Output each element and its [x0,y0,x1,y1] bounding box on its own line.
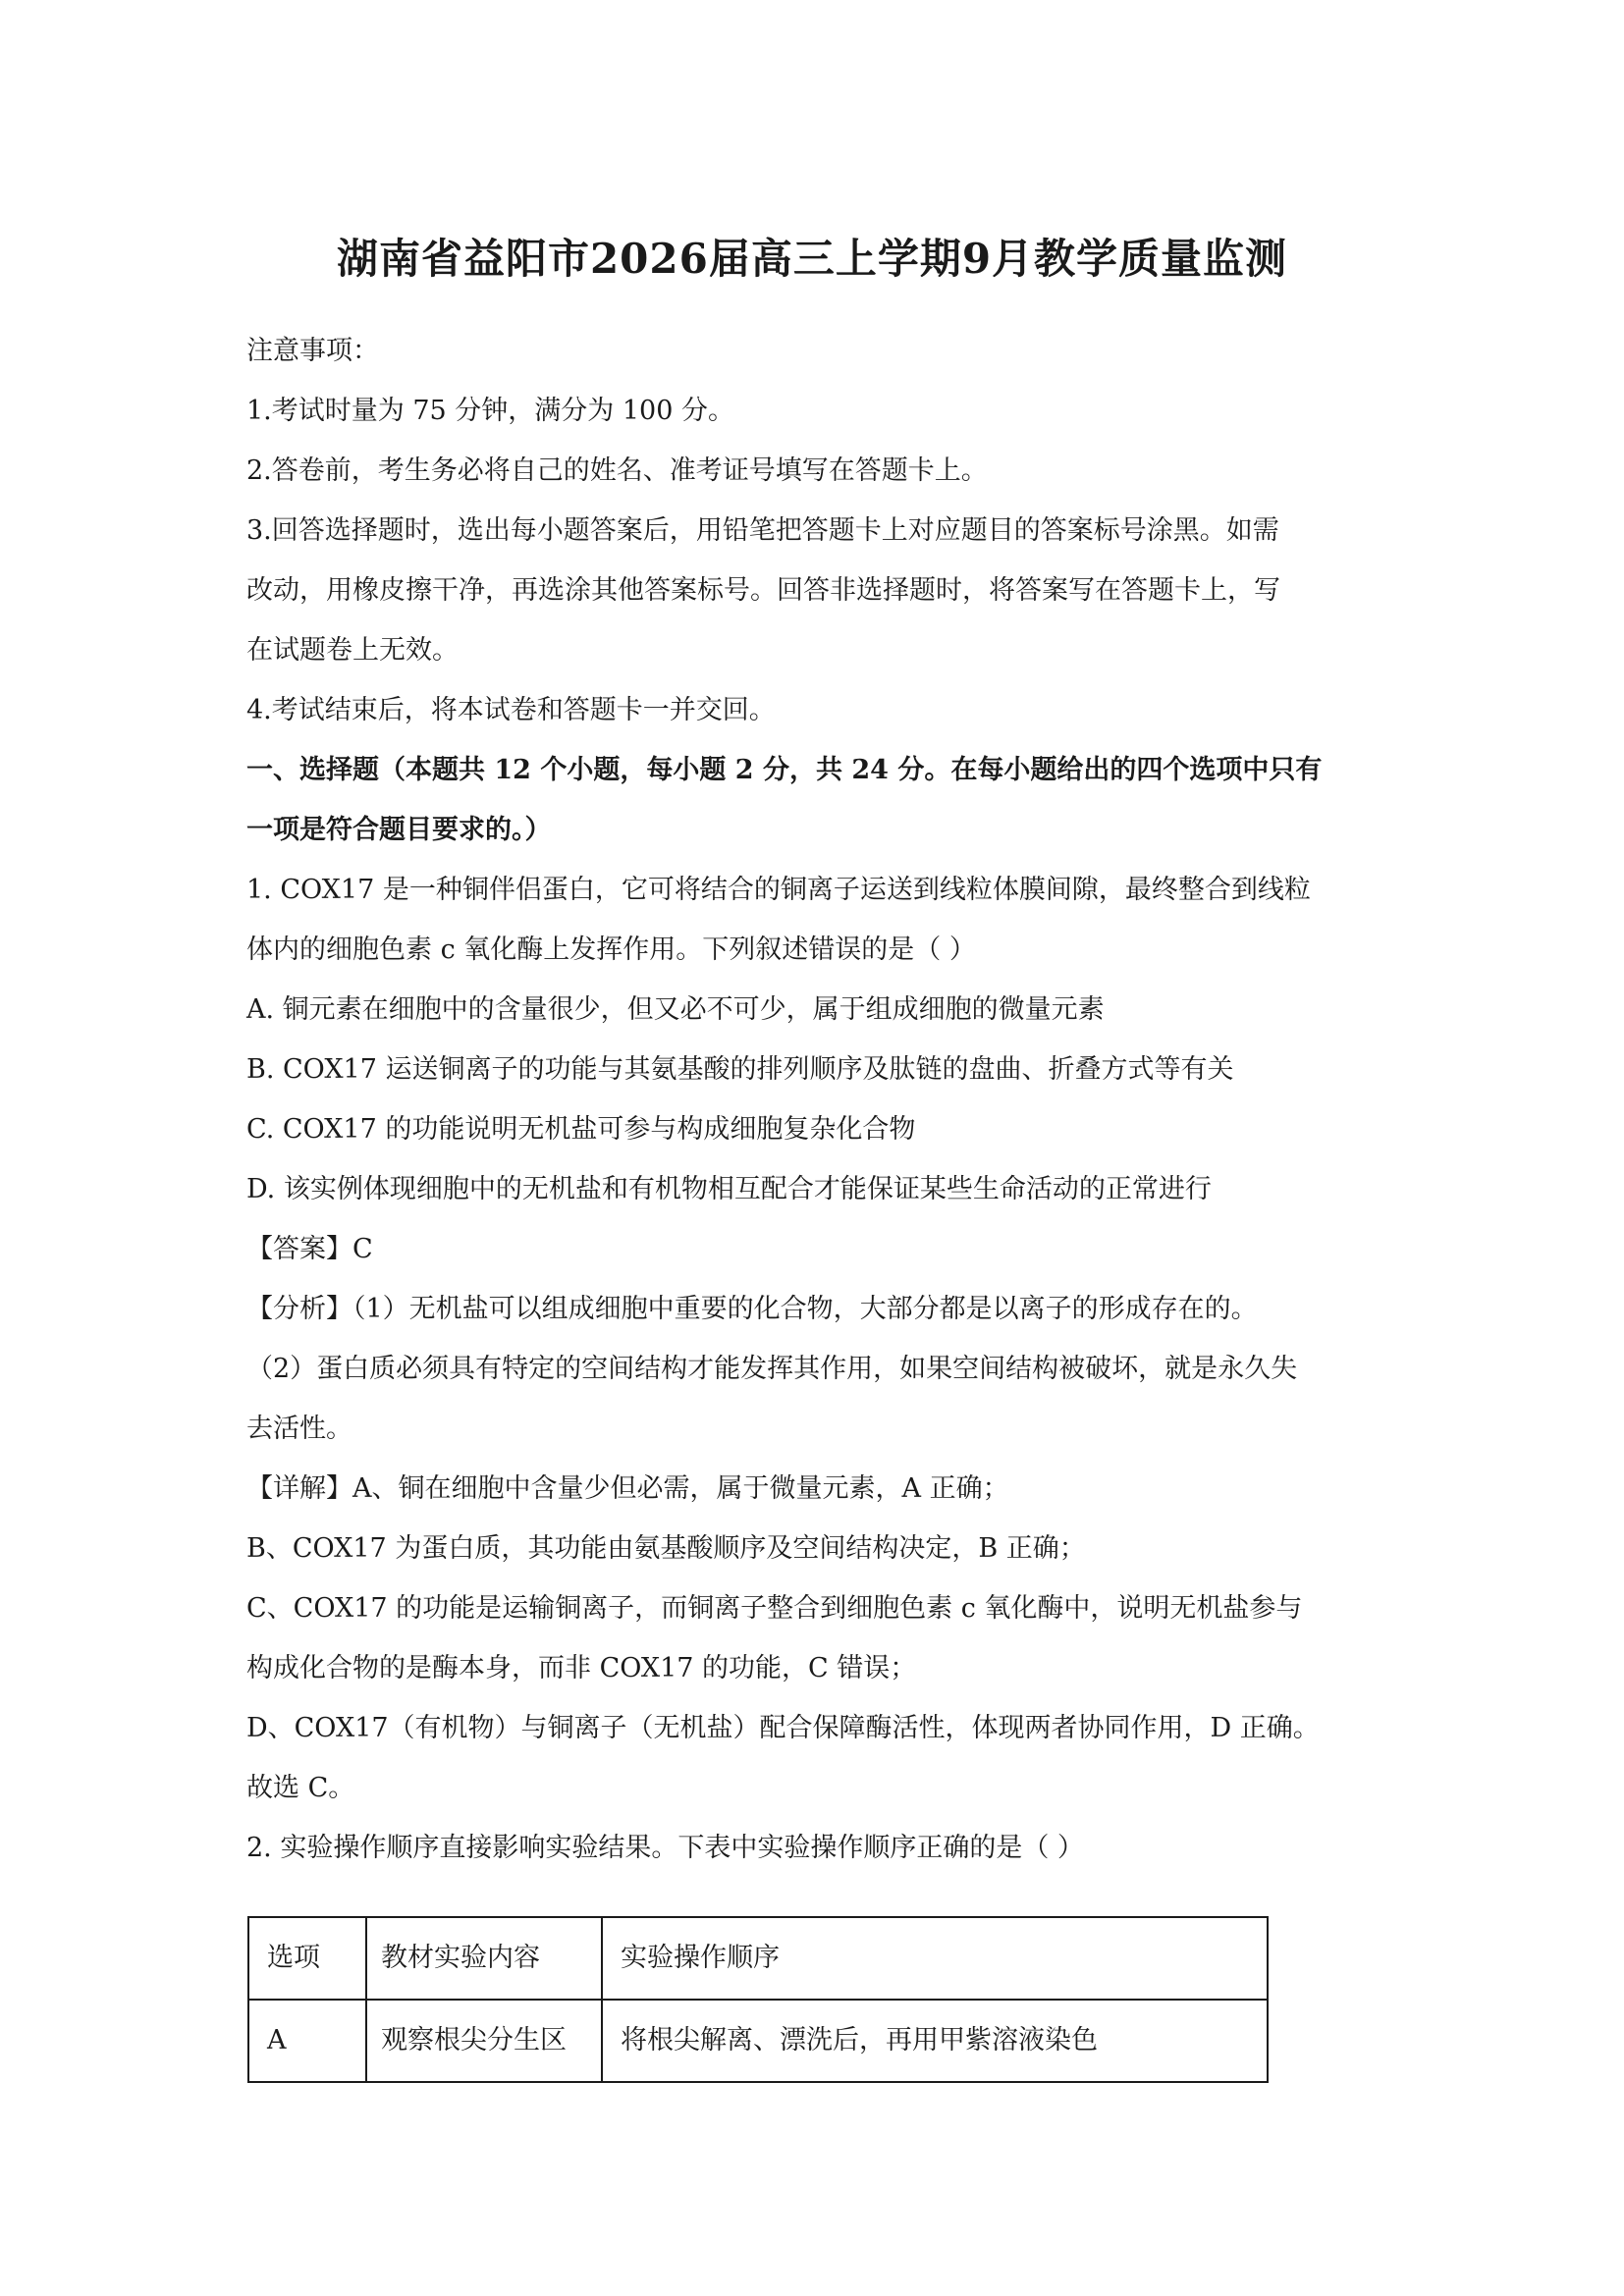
notice-heading: 注意事项： [246,336,379,366]
notice-item: 改动，用橡皮擦干净，再选涂其他答案标号。回答非选择题时，将答案写在答题卡上，写 [246,575,1280,606]
section-heading: 一项是符合题目要求的。） [246,815,552,845]
table-cell: 观察根尖分生区 [366,2000,602,2082]
option-a: A. 铜元素在细胞中的含量很少，但又必不可少，属于组成细胞的微量元素 [246,994,1105,1025]
detail-line: 构成化合物的是酶本身，而非 COX17 的功能，C 错误； [246,1653,917,1683]
table-cell: A [248,2000,366,2082]
table-row [248,2000,1268,2082]
page-title: 湖南省益阳市2026届高三上学期9月教学质量监测 [336,235,1288,283]
notice-item: 2.答卷前，考生务必将自己的姓名、准考证号填写在答题卡上。 [246,455,988,486]
analysis-line: 【分析】（1）无机盐可以组成细胞中重要的化合物，大部分都是以离子的形成存在的。 [246,1294,1258,1324]
table-header-cell: 实验操作顺序 [602,1917,1268,2000]
table-header-cell: 选项 [248,1917,366,2000]
notice-item: 在试题卷上无效。 [246,635,459,666]
table-header-row [248,1917,1268,2000]
option-d: D. 该实例体现细胞中的无机盐和有机物相互配合才能保证某些生命活动的正常进行 [246,1174,1212,1204]
document-body [246,321,1385,1878]
detail-line: B、COX17 为蛋白质，其功能由氨基酸顺序及空间结构决定，B 正确； [246,1533,1086,1564]
answer: 【答案】C [246,1234,373,1264]
detail-line: C、COX17 的功能是运输铜离子，而铜离子整合到细胞色素 c 氧化酶中，说明无机盐参与 [246,1593,1303,1624]
analysis-line: （2）蛋白质必须具有特定的空间结构才能发挥其作用，如果空间结构被破坏，就是永久失 [246,1354,1298,1384]
notice-item: 1.考试时量为 75 分钟，满分为 100 分。 [246,396,734,426]
analysis-line: 去活性。 [246,1414,352,1444]
option-b: B. COX17 运送铜离子的功能与其氨基酸的排列顺序及肽链的盘曲、折叠方式等有关 [246,1054,1234,1085]
notice-item: 3.回答选择题时，选出每小题答案后，用铅笔把答题卡上对应题目的答案标号涂黑。如需 [246,515,1279,546]
question-stem: 1. COX17 是一种铜伴侣蛋白，它可将结合的铜离子运送到线粒体膜间隙，最终整合到线粒 [246,875,1311,905]
experiment-table [247,1916,1269,2083]
detail-line: 故选 C。 [246,1773,355,1803]
notice-item: 4.考试结束后，将本试卷和答题卡一并交回。 [246,695,776,725]
table-header-cell: 教材实验内容 [366,1917,602,2000]
table-cell: 将根尖解离、漂洗后，再用甲紫溶液染色 [602,2000,1268,2082]
section-heading: 一、选择题（本题共 12 个小题，每小题 2 分，共 24 分。在每小题给出的四个选项中只有 [246,755,1323,785]
question-stem: 2. 实验操作顺序直接影响实验结果。下表中实验操作顺序正确的是（ ） [246,1833,1084,1863]
question-stem: 体内的细胞色素 c 氧化酶上发挥作用。下列叙述错误的是（ ） [246,934,976,965]
option-c: C. COX17 的功能说明无机盐可参与构成细胞复杂化合物 [246,1114,916,1145]
experiment-table-wrapper [247,1916,1269,2083]
detail-line: D、COX17（有机物）与铜离子（无机盐）配合保障酶活性，体现两者协同作用，D 正确。 [246,1713,1320,1743]
detail-line: 【详解】A、铜在细胞中含量少但必需，属于微量元素，A 正确； [246,1473,1009,1504]
